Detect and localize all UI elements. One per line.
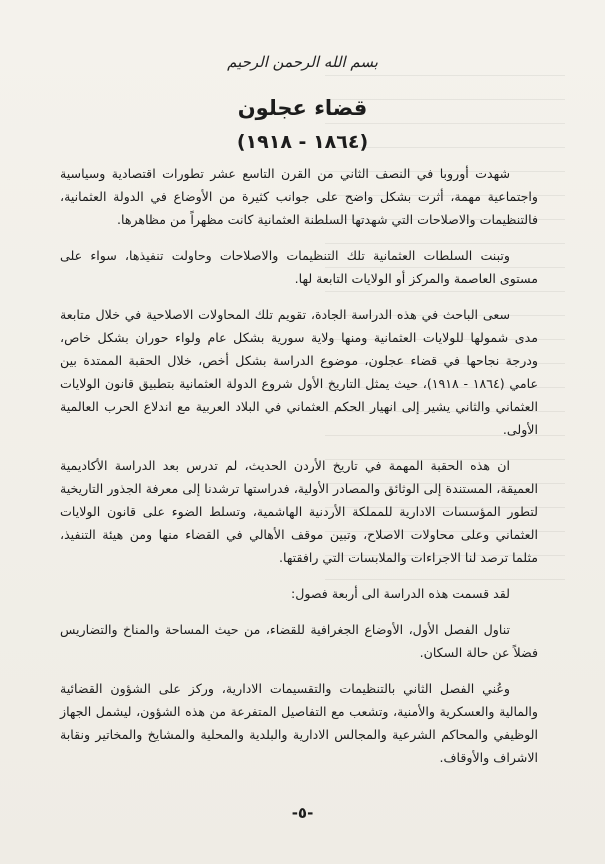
paragraph: لقد قسمت هذه الدراسة الى أربعة فصول: [290,586,510,601]
paragraph: شهدت أوروبا في النصف الثاني من القرن التاسع عشر تطورات اقتصادية وسياسية واجتماعية مهمة، أثرت بشكل واضح على جوانب كثيرة من الأوضاع في الدولة العثمانية، فالتنظيمات والاصلاحات التي شهدتها السلطنة العثمانية كانت مظهراً من مظاهرها. [60,166,538,227]
paragraph: تناول الفصل الأول، الأوضاع الجغرافية للقضاء، من حيث المساحة والمناخ والتضاريس فضلاً عن حالة السكان. [60,622,538,660]
body-text [60,162,538,782]
page-subtitle-years: (١٨٦٤ - ١٩١٨) [236,131,369,153]
paragraph: سعى الباحث في هذه الدراسة الجادة، تقويم تلك المحاولات الاصلاحية في خلال متابعة مدى شمولها للولايات العثمانية ومنها ولاية سورية بشكل عام ولواء حوران بشكل خاص، ودرجة نجاحها في قضاء عجلون، موضوع الدراسة بشكل أخص، خلال الحقبة الممتدة بين عامي (١٨٦٤ - ١٩١٨)، حيث يمثل التاريخ الأول شروع الدولة العثمانية بتطبيق قانون الولايات العثماني والثاني يشير إلى انهيار الحكم العثماني في البلاد العربية مع اندلاع الحرب العالمية الأولى. [60,307,538,437]
paragraph: ان هذه الحقبة المهمة في تاريخ الأردن الحديث، لم تدرس بعد الدراسة الأكاديمية العميقة، المستندة إلى الوثائق والمصادر الأولية، فدراستها ترشدنا إلى معرفة الجذور التاريخية لتطور المؤسسات الادارية للمملكة الأردنية الهاشمية، وتسلط الضوء على قانون الولايات العثماني وعلى محاولات الاصلاح، وتبين موقف الأهالي في القضاء منها ومن هيئة التنفيذ، مثلما ترصد لنا الاجراءات والملابسات التي رافقتها. [60,458,538,565]
bismillah-header: بسم الله الرحمن الرحيم [227,53,378,71]
paragraph: وتبنت السلطات العثمانية تلك التنظيمات والاصلاحات وحاولت تنفيذها، سواء على مستوى العاصمة والمركز أو الولايات التابعة لها. [60,248,538,286]
paragraph: وعُني الفصل الثاني بالتنظيمات والتقسيمات الادارية، وركز على الشؤون القضائية والمالية والعسكرية والأمنية، وتشعب مع التفاصيل المتفرعة من هذه الشؤون، ليشمل الجهاز الوظيفي والمحاكم الشرعية والمجالس الادارية والبلدية والمحلية والمشايخ والمخاتير ونقابة الاشراف والأوقاف. [60,681,538,765]
page-title: قضاء عجلون [237,96,368,120]
page-number: -٥- [291,804,314,822]
